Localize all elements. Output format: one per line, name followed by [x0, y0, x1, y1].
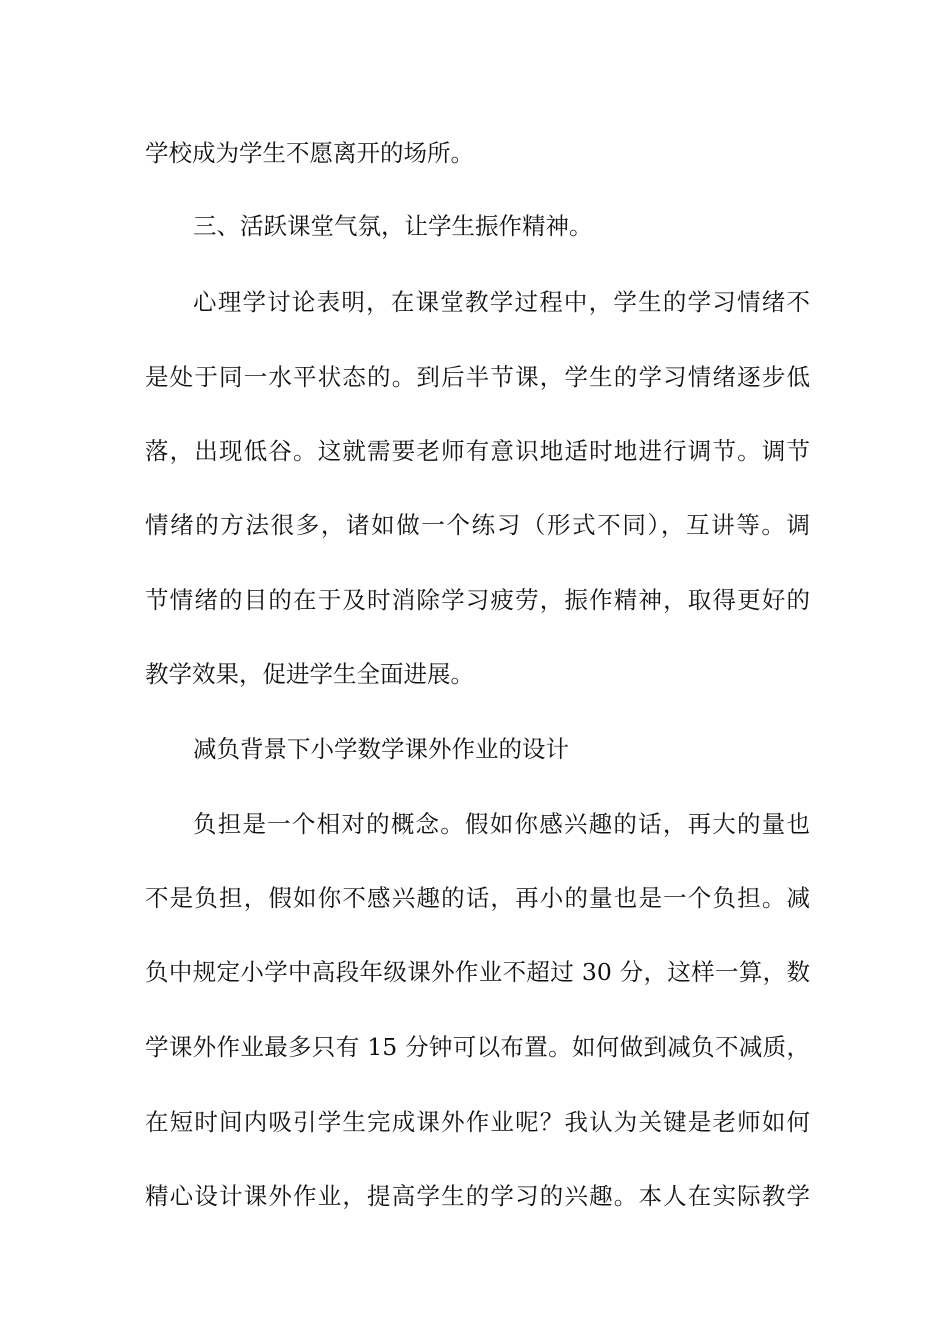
- text-line-10: 负担是一个相对的概念。假如你感兴趣的话，再大的量也: [193, 810, 810, 838]
- text-line-3: 心理学讨论表明，在课堂教学过程中，学生的学习情绪不: [193, 288, 810, 316]
- text-line-5: 落，出现低谷。这就需要老师有意识地适时地进行调节。调节: [145, 437, 810, 465]
- text-line-6: 情绪的方法很多，诸如做一个练习（形式不同），互讲等。调: [145, 511, 810, 539]
- text-line-14: 在短时间内吸引学生完成课外作业呢？我认为关键是老师如何: [145, 1108, 810, 1136]
- text-line-4: 是处于同一水平状态的。到后半节课，学生的学习情绪逐步低: [145, 363, 810, 391]
- text-line-1: 学校成为学生不愿离开的场所。: [145, 139, 474, 167]
- section-heading-3: 三、活跃课堂气氛，让学生振作精神。: [193, 212, 593, 240]
- text-line-7: 节情绪的目的在于及时消除学习疲劳，振作精神，取得更好的: [145, 586, 810, 614]
- text-line-8: 教学效果，促进学生全面进展。: [145, 660, 474, 688]
- text-line-12: 负中规定小学中高段年级课外作业不超过 30 分，这样一算，数: [145, 958, 810, 986]
- text-line-13: 学课外作业最多只有 15 分钟可以布置。如何做到减负不减质，: [145, 1033, 810, 1061]
- text-line-11: 不是负担，假如你不感兴趣的话，再小的量也是一个负担。减: [145, 884, 810, 912]
- text-line-15: 精心设计课外作业，提高学生的学习的兴趣。本人在实际教学: [145, 1182, 810, 1210]
- article-title: 减负背景下小学数学课外作业的设计: [193, 735, 569, 763]
